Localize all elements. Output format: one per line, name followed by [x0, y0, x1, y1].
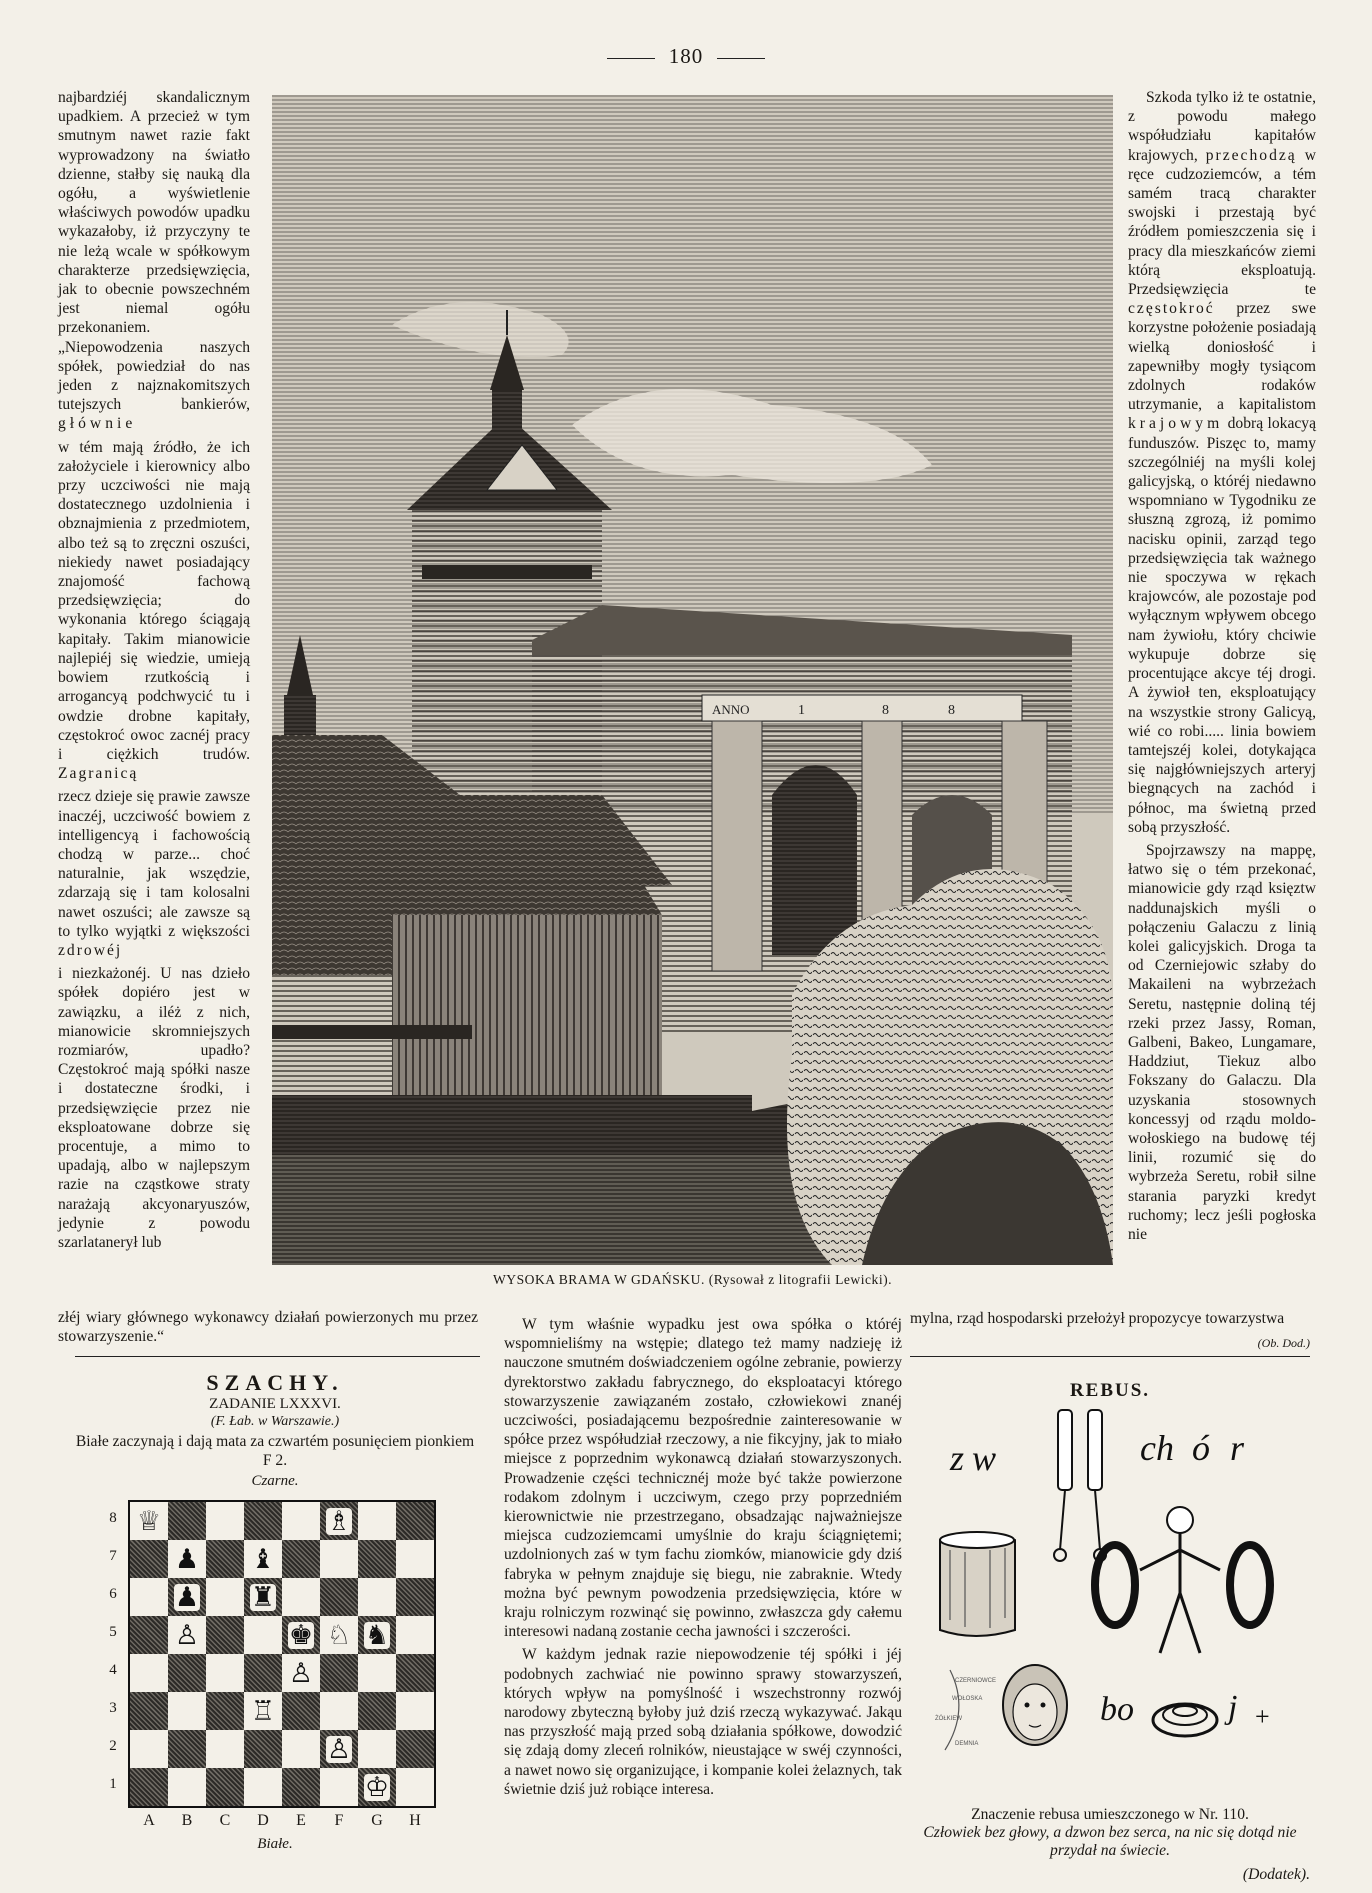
left-paragraph-3: rzecz dzieje się prawie zawsze inaczéj, uczciwość bowiem z intelligencyą i fachowością chodzą w parze... choć naturalnie, jak wszędzie, zdarzają się i tam kolosalni nawet oszuści; ale zawsze są to tylko wyjątki z większości zdrowéj	[58, 788, 250, 959]
chess-square	[320, 1654, 358, 1692]
left-paragraph-4: i niezkażonéj. U nas dzieło spółek dopiéro jest w zawiązku, a iléż z nich, mianowicie skromniejszych rozmiarów, upadło? Częstokroć mają spółki nasze i dostateczne środki, i przedsięwzięcie przez nie eksploatowane dobrze się procentuje, a mimo to upadają, albo w najlepszym razie na cząstkowe straty narażają akcyonaryuszów, jedynie z powodu szarlatanerył lub	[58, 965, 250, 1251]
chess-piece: ♕	[136, 1505, 162, 1537]
chess-file-label: H	[409, 1812, 421, 1829]
chess-square	[396, 1540, 434, 1578]
chess-rank-label: 3	[109, 1700, 117, 1716]
rebus-picture	[910, 1400, 1310, 1790]
chess-square	[130, 1730, 168, 1768]
chess-piece: ♘	[326, 1619, 352, 1651]
chess-file-label: C	[219, 1812, 231, 1829]
chess-square	[358, 1540, 396, 1578]
chess-piece: ♙	[288, 1657, 314, 1689]
rebus-title: REBUS.	[1069, 1380, 1151, 1401]
map-fragment-icon	[935, 1670, 996, 1750]
chess-square	[130, 1540, 168, 1578]
chess-square	[282, 1730, 320, 1768]
chess-square	[396, 1654, 434, 1692]
gate-inscription-digit: 1	[798, 703, 805, 718]
chess-square	[206, 1730, 244, 1768]
chess-square	[206, 1692, 244, 1730]
rebus-letter: ó	[1192, 1428, 1210, 1468]
chess-black-label: Czarne.	[251, 1473, 299, 1489]
chess-square	[320, 1540, 358, 1578]
chess-square	[282, 1578, 320, 1616]
middle-paragraph-2: W każdym jednak razie niepowodzenie téj spółki i jéj podobnych zachwiać nie powinno sprawy stowarzyszeń, których wpływ na pomyślność i wszechstronny rozwój narodowy zbyteczną byłoby już dziś rzeczą wykazywać. Jakąu nas przyszłość mają przed sobą działania spółkowe, dowodzić się zdają domy zleceń rolników, nieustające w swéj czynności, a nawet nowo się organizujące, i kompanie kolei żelaznych, tak świetnie dziś już robiące interesa.	[504, 1646, 902, 1798]
chess-file-label: G	[371, 1812, 383, 1829]
chess-problem-number: ZADANIE LXXXVI.	[209, 1396, 341, 1412]
chess-rank-label: 5	[109, 1624, 117, 1640]
chess-square	[358, 1692, 396, 1730]
svg-text:WOŁOSKA: WOŁOSKA	[952, 1696, 983, 1702]
chess-square	[358, 1768, 396, 1806]
rebus-signature: (Dodatek).	[1242, 1866, 1310, 1883]
chess-piece: ♜	[250, 1581, 276, 1613]
chess-square	[396, 1768, 434, 1806]
tree-stump-icon	[940, 1532, 1015, 1636]
chess-square	[358, 1654, 396, 1692]
chess-square	[244, 1502, 282, 1540]
chess-square	[396, 1502, 434, 1540]
chess-square	[282, 1616, 320, 1654]
chess-square	[358, 1616, 396, 1654]
rebus-letter: z	[950, 1438, 965, 1478]
chess-square	[396, 1616, 434, 1654]
chess-piece: ♗	[326, 1505, 352, 1537]
chess-square	[320, 1692, 358, 1730]
coiled-rope-icon	[1153, 1704, 1217, 1736]
chess-square	[244, 1768, 282, 1806]
middle-column	[504, 1315, 902, 1803]
chess-board	[128, 1500, 436, 1808]
left-paragraph-2: w tém mają źródło, że ich założyciele i kierownicy albo przy uczciwości nie mają dostatecznego uzdolnienia i obznajmienia z przedmiotem, albo też są to zręczni oszuści, niekiedy nawet posiadający znajomość fachową przedsięwzięcia; do wykonania którego ściągają kapitały. Takim mianowicie najlepiéj się wiedzie, umieją bowiem rzutkością i arrogancyą podchwycić tu i owdzie drobne kapitały, częstokroć owoc zacnéj pracy i ciężkich trudów. Zagranicą	[58, 438, 250, 783]
chess-rank-label: 7	[109, 1548, 117, 1564]
chess-file-label: A	[143, 1812, 155, 1829]
chess-square	[244, 1692, 282, 1730]
chess-square	[282, 1654, 320, 1692]
svg-text:CZERNIOWCE: CZERNIOWCE	[955, 1678, 996, 1684]
svg-text:DEMNIA: DEMNIA	[955, 1741, 979, 1747]
chess-piece: ♔	[364, 1771, 390, 1803]
chess-square	[244, 1540, 282, 1578]
chess-square	[168, 1692, 206, 1730]
chess-square	[396, 1578, 434, 1616]
rebus-solution-text: Człowiek bez głowy, a dzwon bez serca, na nic się dotąd nie przydał na świecie.	[923, 1824, 1297, 1859]
continuation-note: (Ob. Dod.)	[1257, 1336, 1310, 1350]
chess-piece: ♖	[250, 1695, 276, 1727]
gate-inscription-digit: 8	[882, 703, 889, 718]
chess-piece: ♟	[174, 1543, 200, 1575]
chess-square	[168, 1578, 206, 1616]
chess-white-label: Białe.	[257, 1836, 293, 1852]
rebus-letter: w	[972, 1438, 997, 1478]
chess-square	[320, 1730, 358, 1768]
chess-square	[130, 1578, 168, 1616]
right-paragraph-1: Szkoda tylko iż te ostatnie, z powodu małego współudziału kapitałów krajowych, przechodzą w ręce cudzoziemców, a tém samém tracą charakter swojski i przestają być źródłem pomieszczenia się i pracy dla mieszkańców ziemi którą eksploatują. Przedsięwzięcia te częstokroć przez swe korzystne położenie posiadają wielką doniosłość i zapewniłby mogły tysiącom zdolnych rodaków utrzymanie, a kapitalistom krajowym dobrą lokacyą funduszów. Piszęc to, mamy szczególniéj na myśli kolej galicyjską, o któréj niedawno wspomniano w Tygodniku ze słuszną zgrozą, iż pomimo nacisku opinii, zarząd tego przedsięwzięcia tak ważnego nie spoczywa w rękach krajowców, ale pozostaje pod wyłącznym wpływem obcego nam żywiołu, który chciwie wykupuje dobrze się procentujące akcye téj drogi. A żywioł ten, eksploatujący na wszystkie strony Galicyą, wié co robi..... linia bowiem tamtejszéj kolei, dotykająca się najgłówniejszych arteryj biegnących na zachód i północ, ma świetną przed sobą przyszłość.	[1128, 89, 1316, 836]
chess-square	[358, 1578, 396, 1616]
chess-file-label: E	[296, 1812, 306, 1829]
left-column-tail: złéj wiary głównego wykonawcy działań powierzonych mu przez stowarzyszenie.“	[58, 1309, 478, 1346]
chess-piece: ♞	[364, 1619, 390, 1651]
chess-square	[168, 1768, 206, 1806]
chess-square	[282, 1540, 320, 1578]
gate-inscription-anno: ANNO	[712, 702, 750, 717]
right-column	[1128, 88, 1316, 1248]
chess-square	[396, 1730, 434, 1768]
svg-text:ŻÓŁKIEW: ŻÓŁKIEW	[935, 1716, 963, 1722]
engraving-caption: WYSOKA BRAMA W GDAŃSKU. (Rysował z litografii Lewicki).	[492, 1272, 893, 1287]
chess-square	[282, 1502, 320, 1540]
chess-square	[168, 1654, 206, 1692]
chess-piece: ♚	[288, 1619, 314, 1651]
chess-square	[206, 1768, 244, 1806]
chess-piece: ♟	[174, 1581, 200, 1613]
page-number: 180	[0, 44, 1372, 69]
chess-square	[206, 1616, 244, 1654]
chess-title: SZACHY.	[206, 1370, 344, 1395]
chess-square	[206, 1578, 244, 1616]
chess-square	[244, 1654, 282, 1692]
chess-square	[168, 1616, 206, 1654]
chess-square	[320, 1578, 358, 1616]
chess-rank-label: 1	[109, 1776, 117, 1792]
chess-square	[282, 1768, 320, 1806]
chess-square	[358, 1502, 396, 1540]
middle-paragraph-1: W tym właśnie wypadku jest owa spółka o któréj wspomnieliśmy na wstępie; dlatego też mamy nadzieję iż nauczone smutném doświadczeniem ogólne zebranie, powierzy dyrektorstwo zakładu fabrycznego, do eksploatacyi którego stowarzyszenie zawiązaném zostało, człowiekowi znanéj uczciwości, posiadającemu bezpośrednie zainteresowanie w spółce przez współudział rzeczowy, a nie fikcyjny, jak to miało miejsce z poprzednim wykonawcą działań stowarzyszonych. Prowadzenie części technicznéj może być także powierzone rodakom zdolnym i uczciwym, czego przy poprzedniém kierownictwie nie przestrzegano, obsadzając najważniejsze miejsca cudzoziemcami umyślnie do kraju ściągniętemi; uzdolnionych zaś w tym fachu ziomków, mianowicie gdy dziś fabryka w pełnym znajduje się biegu, nie zabraknie. Wtedy można być pewnym powodzenia przedsięwzięcia, które w kraju rolniczym rozwinąć się powinno, zwłaszcza gdy całemu interesowi nadaną zostanie cecha jawności i szczerości.	[504, 1316, 902, 1641]
chess-rank-label: 4	[109, 1662, 117, 1678]
chess-file-label: B	[181, 1812, 193, 1829]
chess-rank-label: 6	[109, 1586, 117, 1602]
chess-square	[358, 1730, 396, 1768]
rebus-letter: bo	[1100, 1691, 1134, 1728]
suspenders-icon	[1054, 1410, 1106, 1561]
left-column	[58, 88, 250, 1256]
head-portrait-icon	[1003, 1665, 1067, 1745]
chess-piece: ♙	[326, 1733, 352, 1765]
chess-square	[320, 1768, 358, 1806]
rebus-plus: +	[1255, 1702, 1270, 1731]
rebus-letter: r	[1230, 1428, 1245, 1468]
engraving-high-gate-gdansk	[272, 95, 1113, 1265]
chess-rank-label: 2	[109, 1738, 117, 1754]
chess-square	[396, 1692, 434, 1730]
chess-square	[130, 1654, 168, 1692]
rebus-solution-title: Znaczenie rebusa umieszczonego w Nr. 110.	[971, 1806, 1249, 1823]
chess-square	[130, 1616, 168, 1654]
fighters-icon	[1095, 1507, 1270, 1653]
rebus-letter: j	[1228, 1689, 1238, 1726]
chess-square	[244, 1578, 282, 1616]
chess-piece: ♙	[174, 1619, 200, 1651]
chess-piece: ♝	[250, 1543, 276, 1575]
chess-square	[206, 1540, 244, 1578]
chess-instruction: Białe zaczynają i dają mata za czwartém posunięciem pionkiem F 2.	[75, 1433, 475, 1469]
chess-square	[320, 1502, 358, 1540]
chess-square	[168, 1730, 206, 1768]
chess-author: (F. Łab. w Warszawie.)	[210, 1414, 340, 1429]
divider-right	[910, 1356, 1310, 1357]
chess-square	[244, 1730, 282, 1768]
chess-square	[206, 1502, 244, 1540]
chess-square	[244, 1616, 282, 1654]
chess-square	[168, 1540, 206, 1578]
chess-square	[282, 1692, 320, 1730]
chess-rank-label: 8	[109, 1510, 117, 1526]
chess-square	[130, 1502, 168, 1540]
chess-square	[130, 1692, 168, 1730]
gate-inscription-digit: 8	[948, 703, 955, 718]
rebus-letter: ch	[1140, 1428, 1174, 1468]
right-column-tail: mylna, rząd hospodarski przełożył propozycye towarzystwa	[910, 1310, 1285, 1327]
chess-square	[130, 1768, 168, 1806]
chess-file-label: F	[334, 1812, 344, 1829]
right-paragraph-2: Spojrzawszy na mappę, łatwo się o tém przekonać, mianowicie gdy rząd księztw naddunajskich myśli o połączeniu Galaczu z linią kolei galicyjskich. Droga ta od Czerniejowic szłaby do Makaileni na wybrzeżach Seretu, następnie doliną téj rzeki przez Jassy, Roman, Galbeni, Bakeo, Lungamare, Haddziut, Tiekuz albo Fokszany do Galaczu. Dla uzyskania stosownych koncessyj od rządu moldo-wołoskiego na budowę téj linii, rozumić się do wybrzeża Seretu, robił silne starania paryzki kredyt ruchomy; lecz jeśli pogłoska nie	[1128, 841, 1316, 1243]
chess-square	[320, 1616, 358, 1654]
chess-square	[168, 1502, 206, 1540]
divider-left	[75, 1356, 480, 1357]
chess-file-label: D	[257, 1812, 269, 1829]
left-paragraph-1: najbardziéj skandalicznym upadkiem. A przecież w tym smutnym nawet razie fakt wyprowadzony na światło dzienne, stałby się nauką dla ogółu, a wyświetlenie właściwych powodów upadku wykazałoby, iż przyczyny te nie leżą wcale w spółkowym charakterze przedsięwzięcia, jak to obecnie powszechném jest niemal ogółu przekonaniem. „Niepowodzenia naszych spółek, powiedział do nas jeden z najznakomitszych tutejszych bankierów, głównie	[58, 89, 250, 433]
chess-square	[206, 1654, 244, 1692]
